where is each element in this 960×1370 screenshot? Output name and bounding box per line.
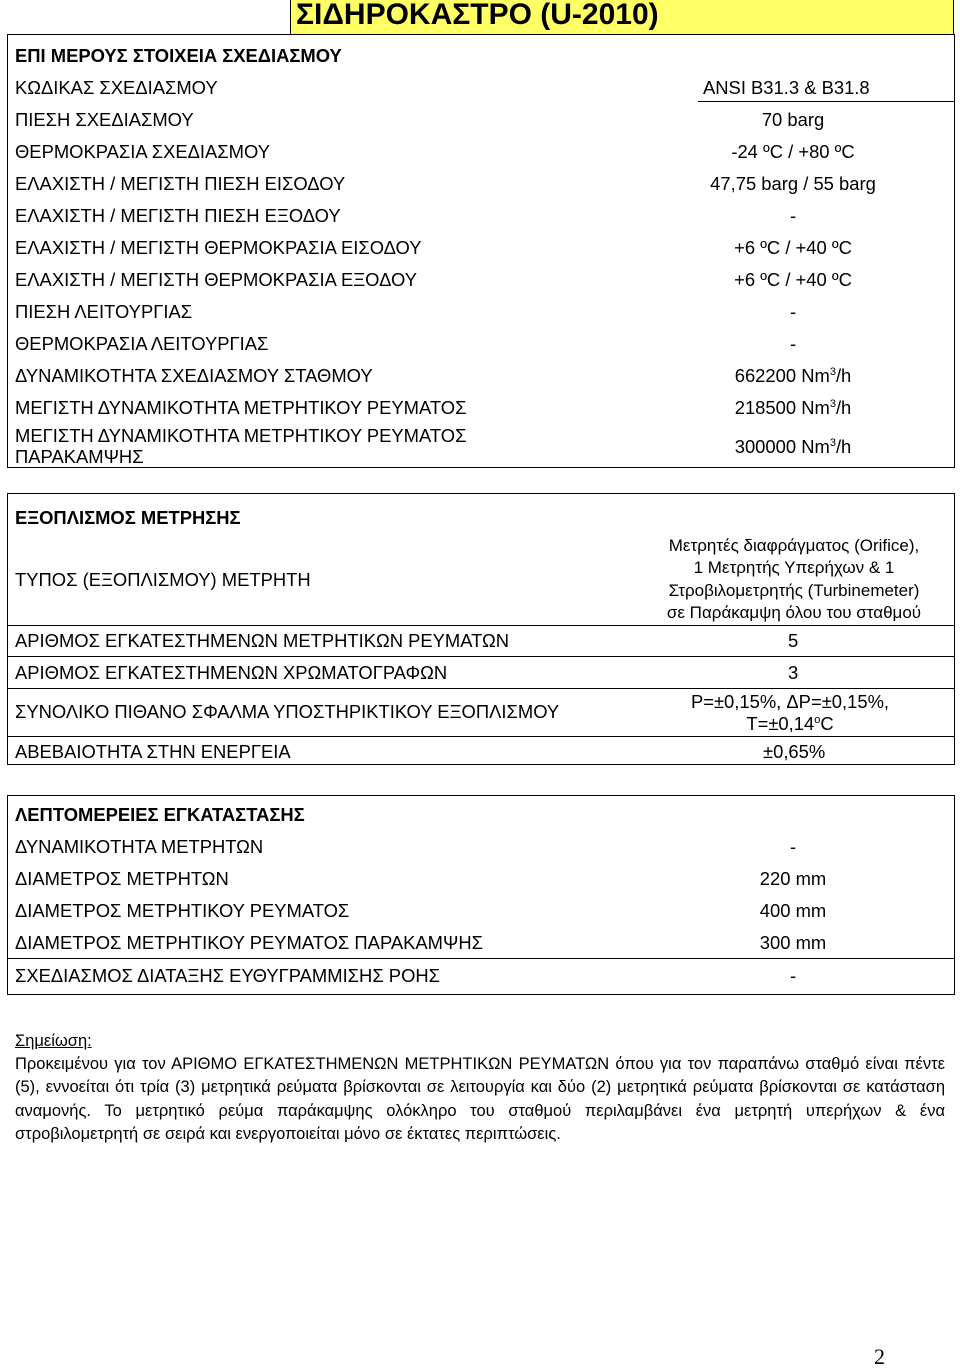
meter-type-value-1: Μετρητές διαφράγματος (Orifice), [668, 536, 920, 555]
row-divider [7, 688, 955, 689]
meter-type-value-4: σε Παράκαμψη όλου του σταθμού [666, 603, 922, 622]
value-divider [698, 101, 954, 102]
design-value-max-stream-capacity: 218500 Nm$^3$/h [734, 397, 852, 418]
meter-type-value-2: 1 Μετρητής Υπερήχων & 1 [693, 558, 895, 577]
design-value-outlet-temperature: +6 ºC / +40 ºC [734, 269, 852, 290]
design-label-max-stream-capacity: ΜΕΓΙΣΤΗ ΔΥΝΑΜΙΚΟΤΗΤΑ ΜΕΤΡΗΤΙΚΟΥ ΡΕΥΜΑΤΟΣ [15, 397, 467, 418]
design-label-temperature: ΘΕΡΜΟΚΡΑΣΙΑ ΣΧΕΔΙΑΣΜΟΥ [15, 141, 270, 162]
design-label-operating-temperature: ΘΕΡΜΟΚΡΑΣΙΑ ΛΕΙΤΟΥΡΓΙΑΣ [15, 333, 269, 354]
design-value-code: ANSI B31.3 & B31.8 [703, 77, 870, 98]
design-value-inlet-pressure: 47,75 barg / 55 barg [710, 173, 876, 194]
installation-heading: ΛΕΠΤΟΜΕΡΕΙΕΣ ΕΓΚΑΤΑΣΤΑΣΗΣ [15, 804, 305, 825]
installation-value-meter-capacity: - [789, 836, 797, 857]
design-label-outlet-temperature: ΕΛΑΧΙΣΤΗ / ΜΕΓΙΣΤΗ ΘΕΡΜΟΚΡΑΣΙΑ ΕΞΟΔΟΥ [15, 269, 417, 290]
meter-type-label: ΤΥΠΟΣ (ΕΞΟΠΛΙΣΜΟΥ) ΜΕΤΡΗΤΗ [15, 569, 311, 590]
title-banner [290, 0, 954, 35]
installation-value-flow-conditioner: - [789, 965, 797, 986]
error-value-line1: P=±0,15%, ΔP=±0,15%, [690, 691, 890, 712]
design-heading: ΕΠΙ ΜΕΡΟΥΣ ΣΤΟΙΧΕΙΑ ΣΧΕΔΙΑΣΜΟΥ [15, 45, 342, 66]
chromatographs-value: 3 [788, 662, 799, 683]
design-label-bypass-capacity: ΜΕΓΙΣΤΗ ΔΥΝΑΜΙΚΟΤΗΤΑ ΜΕΤΡΗΤΙΚΟΥ ΡΕΥΜΑΤΟΣ [15, 425, 467, 446]
design-label-pressure: ΠΙΕΣΗ ΣΧΕΔΙΑΣΜΟΥ [15, 109, 194, 130]
installation-value-stream-diameter: 400 mm [759, 900, 827, 921]
installation-value-bypass-diameter: 300 mm [759, 932, 827, 953]
uncertainty-label: ΑΒΕΒΑΙΟΤΗΤΑ ΣΤΗΝ ΕΝΕΡΓΕΙΑ [15, 741, 291, 762]
streams-value: 5 [788, 630, 799, 651]
installation-label-meter-capacity: ΔΥΝΑΜΙΚΟΤΗΤΑ ΜΕΤΡΗΤΩΝ [15, 836, 264, 857]
uncertainty-value: ±0,65% [763, 741, 826, 762]
note-body: Προκειμένου για τον ΑΡΙΘΜΟ ΕΓΚΑΤΕΣΤΗΜΕΝΩΝ ΜΕΤΡΗΤΙΚΩΝ ΡΕΥΜΑΤΩΝ όπου για τον παραπάνω σταθμό είναι πέντε (5), εννοείται ότι τρία (3) μετρητικά ρεύματα βρίσκονται σε λειτουργία και δύο (2) μετρητικά ρεύματα βρίσκονται σε κατάσταση αναμονής. Το μετρητικό ρεύμα παράκαμψης ολόκληρο του σταθμού περιλαμβάνει ένα μετρητή υπερήχων & ένα στροβιλομετρητή σε σειρά και ενεργοποιείται μόνο σε έκτατες περιπτώσεις. [15, 1055, 945, 1144]
row-divider [7, 625, 955, 626]
design-value-operating-temperature: - [789, 333, 797, 354]
row-divider [7, 736, 955, 737]
installation-label-meter-diameter: ΔΙΑΜΕΤΡΟΣ ΜΕΤΡΗΤΩΝ [15, 868, 229, 889]
design-label-inlet-pressure: ΕΛΑΧΙΣΤΗ / ΜΕΓΙΣΤΗ ΠΙΕΣΗ ΕΙΣΟΔΟΥ [15, 173, 346, 194]
page-number: 2 [874, 1344, 885, 1369]
meter-type-value-3: Στροβιλομετρητής (Turbinemeter) [668, 581, 920, 600]
design-value-operating-pressure: - [789, 301, 797, 322]
design-value-outlet-pressure: - [789, 205, 797, 226]
streams-label: ΑΡΙΘΜΟΣ ΕΓΚΑΤΕΣΤΗΜΕΝΩΝ ΜΕΤΡΗΤΙΚΩΝ ΡΕΥΜΑΤΩΝ [15, 630, 510, 651]
installation-label-stream-diameter: ΔΙΑΜΕΤΡΟΣ ΜΕΤΡΗΤΙΚΟΥ ΡΕΥΜΑΤΟΣ [15, 900, 350, 921]
row-divider [7, 656, 955, 657]
design-value-pressure: 70 barg [761, 109, 825, 130]
metering-heading: ΕΞΟΠΛΙΣΜΟΣ ΜΕΤΡΗΣΗΣ [15, 507, 241, 528]
design-label-inlet-temperature: ΕΛΑΧΙΣΤΗ / ΜΕΓΙΣΤΗ ΘΕΡΜΟΚΡΑΣΙΑ ΕΙΣΟΔΟΥ [15, 237, 422, 258]
row-divider [7, 958, 955, 959]
installation-label-bypass-diameter: ΔΙΑΜΕΤΡΟΣ ΜΕΤΡΗΤΙΚΟΥ ΡΕΥΜΑΤΟΣ ΠΑΡΑΚΑΜΨΗΣ [15, 932, 483, 953]
error-label: ΣΥΝΟΛΙΚΟ ΠΙΘΑΝΟ ΣΦΑΛΜΑ ΥΠΟΣΤΗΡΙΚΤΙΚΟΥ ΕΞΟΠΛΙΣΜΟΥ [15, 701, 560, 722]
installation-label-flow-conditioner: ΣΧΕΔΙΑΣΜΟΣ ΔΙΑΤΑΞΗΣ ΕΥΘΥΓΡΑΜΜΙΣΗΣ ΡΟΗΣ [15, 965, 441, 986]
design-label-outlet-pressure: ΕΛΑΧΙΣΤΗ / ΜΕΓΙΣΤΗ ΠΙΕΣΗ ΕΞΟΔΟΥ [15, 205, 341, 226]
design-label-bypass-capacity-line2: ΠΑΡΑΚΑΜΨΗΣ [15, 446, 144, 467]
installation-value-meter-diameter: 220 mm [759, 868, 827, 889]
error-value-line2: $T=\pm 0,14^oC$ [746, 713, 834, 734]
note-heading: Σημείωση: [15, 1032, 92, 1050]
page-title: ΣΙΔΗΡΟΚΑΣΤΡΟ (U-2010) [296, 0, 659, 31]
design-value-inlet-temperature: +6 ºC / +40 ºC [734, 237, 852, 258]
design-label-code: ΚΩΔΙΚΑΣ ΣΧΕΔΙΑΣΜΟΥ [15, 77, 218, 98]
chromatographs-label: ΑΡΙΘΜΟΣ ΕΓΚΑΤΕΣΤΗΜΕΝΩΝ ΧΡΩΜΑΤΟΓΡΑΦΩΝ [15, 662, 448, 683]
design-value-station-capacity: 662200 Nm$^3$/h [734, 365, 852, 386]
design-value-temperature: -24 ºC / +80 ºC [731, 141, 855, 162]
design-label-station-capacity: ΔΥΝΑΜΙΚΟΤΗΤΑ ΣΧΕΔΙΑΣΜΟΥ ΣΤΑΘΜΟΥ [15, 365, 373, 386]
design-label-operating-pressure: ΠΙΕΣΗ ΛΕΙΤΟΥΡΓΙΑΣ [15, 301, 193, 322]
design-value-bypass-capacity: 300000 Nm$^3$/h [734, 436, 852, 457]
